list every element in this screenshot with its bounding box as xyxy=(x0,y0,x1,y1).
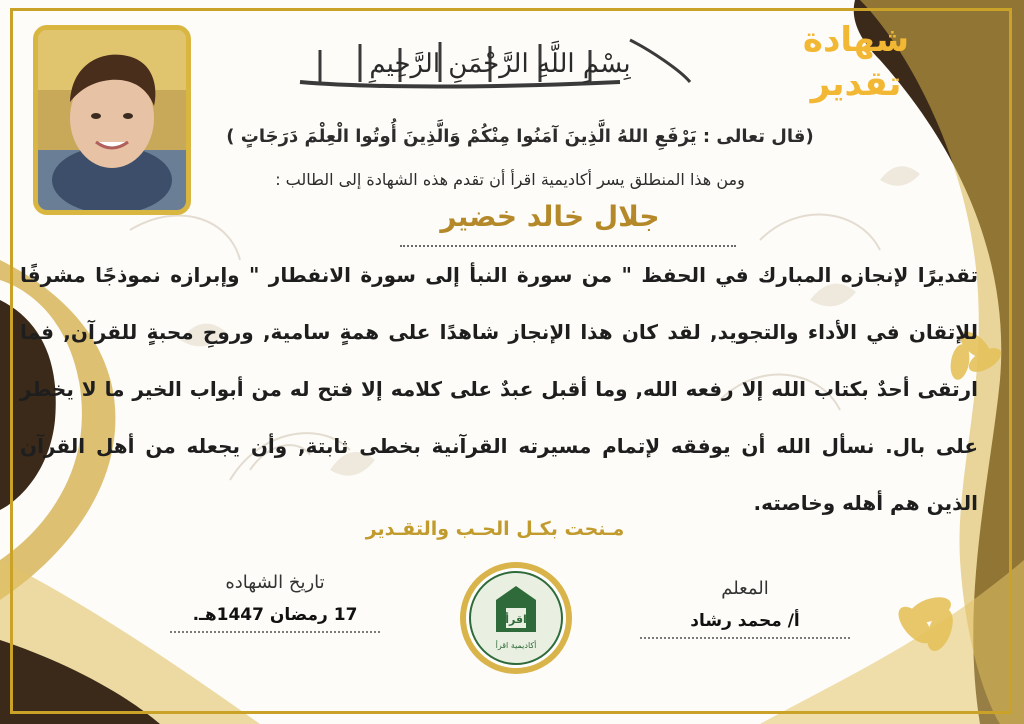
intro-text: ومن هذا المنطلق يسر أكاديمية اقرأ أن تقدم هذه الشهادة إلى الطالب : xyxy=(275,170,745,189)
date-value: 17 رمضان 1447هـ. xyxy=(192,605,358,625)
granted-text: مـنحت بكـل الحـب والتقـدير xyxy=(365,518,625,540)
basmala-calligraphy xyxy=(290,30,710,100)
student-name: جلال خالد خضير xyxy=(440,200,660,233)
certificate-title xyxy=(776,18,936,106)
certificate-date xyxy=(170,572,380,633)
title-line-1: شهادة xyxy=(802,20,910,60)
certificate-body: تقديرًا لإنجازه المبارك في الحفظ " من سورة النبأ إلى سورة الانفطار " وإبرازه نموذجًا مشرفًا للإتقان في الأداء والتجويد, لقد كان هذا الإنجاز شاهدًا على همةٍ سامية, وروحِ محبةٍ للقرآن, فما ارتقى أحدٌ بكتاب الله إلا رفعه الله, وما أقبل عبدٌ على كلامه إلا فتح له من أبواب الخير ما لا يخطر على بال. نسأل الله أن يوفقه لإتمام مسيرته القرآنية بخطى ثابتة, وأن يجعله من أهل القرآن الذين هم أهله وخاصته. xyxy=(20,263,978,515)
teacher-signature xyxy=(640,578,850,639)
teacher-line xyxy=(640,637,850,639)
date-line xyxy=(170,631,380,633)
academy-seal xyxy=(458,560,574,676)
title-line-2: تقدير xyxy=(810,64,902,104)
date-label: تاريخ الشهاده xyxy=(225,572,325,593)
quran-verse: (قال تعالى : يَرْفَعِ اللهُ الَّذِينَ آمَنُوا مِنْكُمْ وَالَّذِينَ أُوتُوا الْعِلْمَ دَرَجَاتٍ ) xyxy=(226,126,814,147)
student-photo xyxy=(33,25,191,215)
seal-logo-text: اقرأ xyxy=(505,613,527,626)
seal-text: أكاديمية اقرأ xyxy=(495,641,537,650)
teacher-name: أ/ محمد رشاد xyxy=(690,611,800,631)
student-portrait-image xyxy=(38,30,186,210)
teacher-label: المعلم xyxy=(721,578,769,599)
basmala-text: بِسْمِ اللَّهِ الرَّحْمَنِ الرَّحِيمِ xyxy=(369,49,631,79)
